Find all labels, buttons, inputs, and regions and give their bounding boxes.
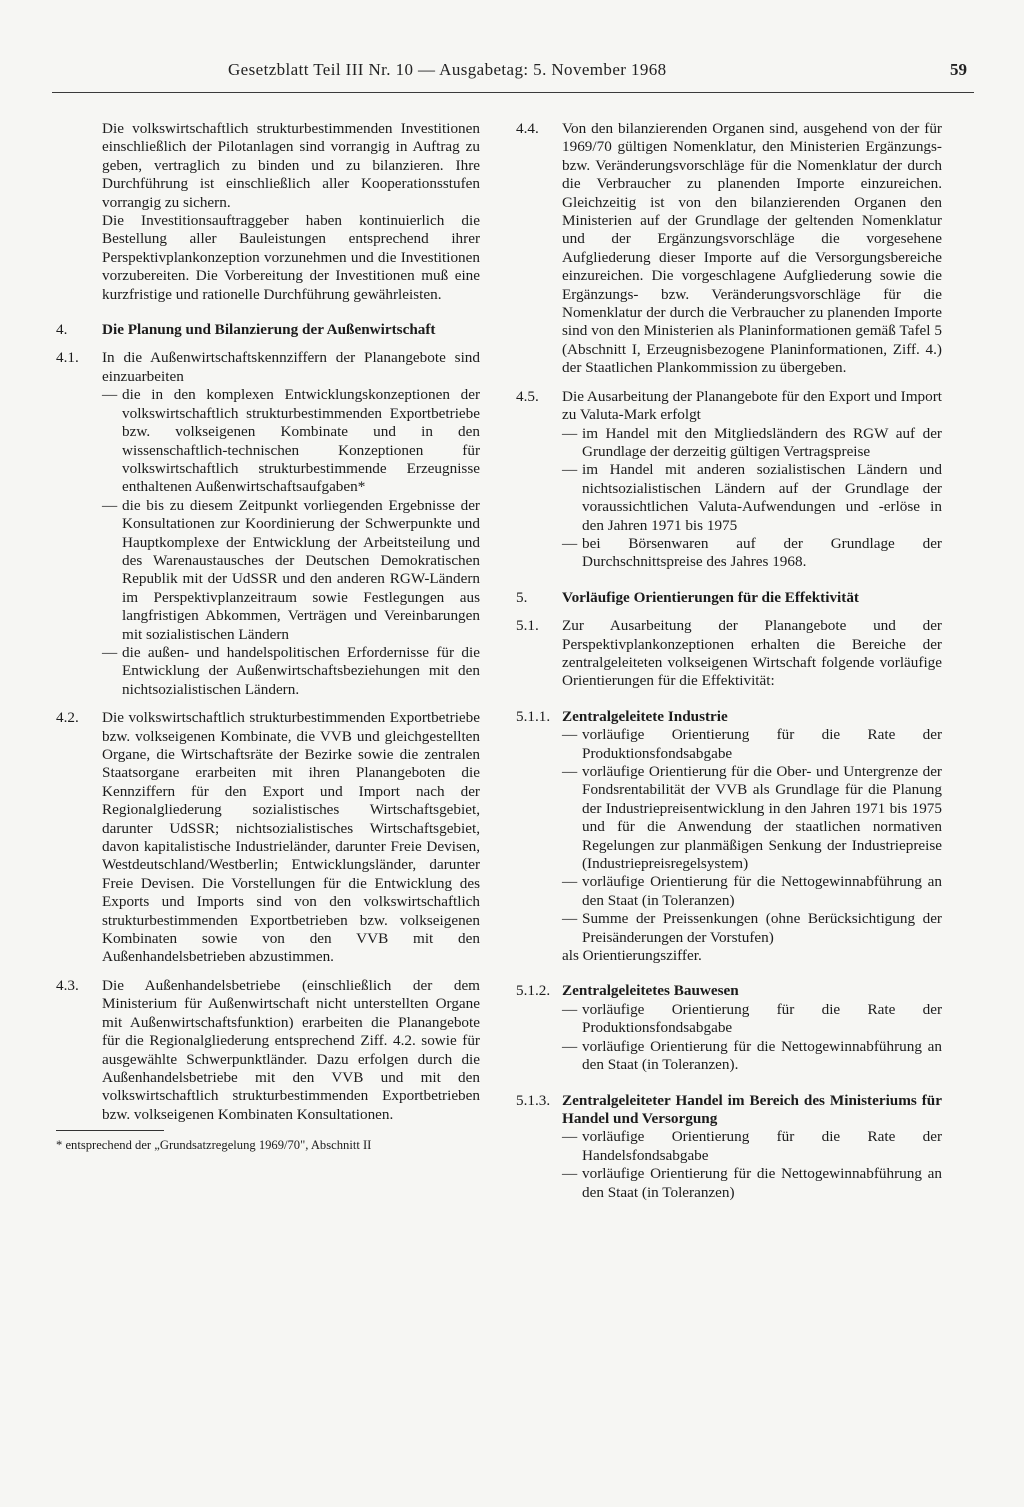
section-number: 4.4. <box>516 120 539 137</box>
paragraph: Die volkswirtschaftlich strukturbestimmenden Investitionen einschließlich der Pilotanlagen sind vorrangig in Auftrag zu geben, vertraglich zu binden und zu bilanzieren. Ihre Durchführung ist einschließlich aller Kooperationsstufen vorrangig zu sichern. <box>102 120 480 211</box>
footnote-rule <box>56 1130 164 1131</box>
list-item <box>562 1165 942 1202</box>
list-item <box>562 461 942 535</box>
section-number: 5.1.2. <box>516 982 551 1000</box>
section-number: 5. <box>516 588 528 606</box>
section-text: Zur Ausarbeitung der Planangebote und der Perspektivplankonzeptionen erhalten die Bereiche der zentralgeleiteten volkseigenen Wirtschaft folgende vorläufige Orientierungen für die Effektivität: <box>562 617 942 690</box>
section-number: 4.2. <box>56 709 79 727</box>
dash-marker: — <box>562 1037 578 1055</box>
list-item-text: vorläufige Orientierung für die Rate der Produktionsfondsabgabe <box>582 726 942 762</box>
list-item <box>102 644 480 699</box>
section-4-5 <box>516 388 942 572</box>
section-text: Die Außenhandelsbetriebe (einschließlich der dem Ministerium für Außenwirtschaft nicht unterstellten Organe mit Außenwirtschaftsfunktion) erarbeiten die Planangebote für die Regionalgliederung entsprechend Ziff. 4.2. sowie für ausgewählte Schwerpunktländer. Dazu erfolgen durch die Außenhandelsbetriebe mit den VVB und mit den volkswirtschaftlich strukturbestimmenden Exportbetrieben bzw. volkseigenen Kombinaten Konsultationen. <box>102 976 480 1123</box>
section-number: 4.3. <box>56 976 79 994</box>
dash-marker: — <box>102 386 118 404</box>
dash-marker: — <box>562 1165 578 1183</box>
dash-marker: — <box>562 726 578 744</box>
list-item-text: vorläufige Orientierung für die Rate der Handelsfondsabgabe <box>582 1128 942 1164</box>
list-item-text: vorläufige Orientierung für die Rate der Produktionsfondsabgabe <box>582 1000 942 1037</box>
list-item <box>102 497 480 644</box>
paragraph: Die Investitionsauftraggeber haben kontinuierlich die Bestellung aller Bauleistungen entsprechend ihrer Perspektivplankonzeption vorzunehmen und die Investitionen vorzubereiten. Die Vorbereitung der Investitionen muß eine kurzfristige und rationelle Durchführung gewährleisten. <box>102 212 480 303</box>
page-number: 59 <box>950 60 967 79</box>
list-item <box>562 1038 942 1075</box>
list-item-text: die außen- und handelspolitischen Erfordernisse für die Entwicklung der Außenwirtschaftsbeziehungen mit den nichtsozialistischen Ländern. <box>122 643 480 698</box>
dash-marker: — <box>562 763 578 780</box>
list-item-text: vorläufige Orientierung für die Nettogewinnabführung an den Staat (in Toleranzen) <box>582 1165 942 1201</box>
section-text: Von den bilanzierenden Organen sind, ausgehend von der für 1969/70 gültigen Nomenklatur, den Ministerien Ergänzungs- bzw. Veränderungsvorschläge für die Nomenklatur der durch die Verbraucher zu planenden Importe einzureichen. Gleichzeitig ist von den bilanzierenden Organen den Ministerien auf der Grundlage der geltenden Nomenklatur und der Ergänzungsvorschläge die vorgesehene Aufgliederung dieser Importe auf die Versorgungsbereiche einzureichen. Die vorgeschlagene Aufgliederung sowie die Ergänzungs- bzw. Veränderungsvorschläge für die Nomenklatur der durch die Verbraucher zu planenden Importe sind von den Ministerien als Planinformationen gemäß Tafel 5 (Abschnitt I, Erzeugnisbezogene Planinformationen, Ziff. 4.) der Staatlichen Plankommission zu übergeben. <box>562 120 942 377</box>
list-item-text: vorläufige Orientierung für die Nettogewinnabführung an den Staat (in Toleranzen) <box>582 873 942 909</box>
section-4-4 <box>516 120 942 378</box>
right-column <box>516 120 942 1202</box>
dash-marker: — <box>562 1128 578 1146</box>
list-item <box>562 535 942 572</box>
dash-marker: — <box>562 424 578 442</box>
section-heading: Zentralgeleitetes Bauwesen <box>562 982 739 1000</box>
section-number: 4. <box>56 321 68 339</box>
section-number: 5.1.1. <box>516 707 551 725</box>
header-rule <box>52 92 974 93</box>
list-item <box>562 910 942 947</box>
section-5-1-1 <box>516 708 942 966</box>
section-4-2 <box>56 709 480 967</box>
list-item-text: im Handel mit anderen sozialistischen Ländern und nichtsozialistischen Ländern auf der Grundlage der voraussichtlichen Valuta-Aufwendungen und -erlöse in den Jahren 1971 bis 1975 <box>582 461 942 534</box>
section-text: Die volkswirtschaftlich strukturbestimmenden Exportbetriebe bzw. volkseigenen Kombinate, die VVB und gleichgestellten Organe, die Wirtschaftsräte der Bezirke sowie die zentralen Staatsorgane erarbeiten mit ihren Planangeboten die Kennziffern für den Export und Import nach der Regionalgliederung sozialistisches Wirtschaftsgebiet, darunter UdSSR; nichtsozialistisches Wirtschaftsgebiet, davon kapitalistische Industrieländer, darunter Freie Devisen, Westdeutschland/Westberlin; Entwicklungsländer, darunter Freie Devisen. Die Vorstellungen für die Entwicklung des Exports und Imports sind von den volkswirtschaftlich strukturbestimmenden Exportbetrieben bzw. volkseigenen Kombinaten sowie von den VVB mit den Außenhandelsbetrieben abzustimmen. <box>102 709 480 966</box>
list-item <box>562 425 942 462</box>
list-item <box>102 386 480 496</box>
section-number: 5.1.3. <box>516 1091 551 1109</box>
section-number: 4.1. <box>56 349 79 367</box>
section-heading: Zentralgeleitete Industrie <box>562 707 728 725</box>
section-number: 4.5. <box>516 387 539 405</box>
section-4-3 <box>56 977 480 1124</box>
dash-marker: — <box>562 534 578 552</box>
list-item <box>562 726 942 763</box>
dash-marker: — <box>562 910 578 928</box>
section-5-1-3 <box>516 1092 942 1202</box>
section-intro: Die Ausarbeitung der Planangebote für den Export und Import zu Valuta-Mark erfolgt <box>562 387 942 424</box>
list-item-text: die in den komplexen Entwicklungskonzeptionen der volkswirtschaftlich strukturbestimmenden Exportbetriebe bzw. volkseigenen Kombinate und in den wissenschaftlich-technischen Konzeptionen für volkswirtschaftlich strukturbestimmende Erzeugnisse enthaltenen Außenwirtschaftsaufgaben* <box>122 386 480 496</box>
section-5-1 <box>516 617 942 691</box>
list-item-text: im Handel mit den Mitgliedsländern des RGW auf der Grundlage der derzeitig gültigen Vertragspreise <box>582 424 942 460</box>
section-heading: Zentralgeleiteter Handel im Bereich des Ministeriums für Handel und Versorgung <box>562 1091 942 1127</box>
list-item-text: Summe der Preissenkungen (ohne Berücksichtigung der Preisänderungen der Vorstufen) <box>582 910 942 946</box>
dash-marker: — <box>102 643 118 661</box>
dash-marker: — <box>562 873 578 891</box>
list-item <box>562 873 942 910</box>
section-closing-text: als Orientierungsziffer. <box>562 947 702 965</box>
section-heading: Vorläufige Orientierungen für die Effektivität <box>562 588 859 606</box>
list-item-text: vorläufige Orientierung für die Ober- und Untergrenze der Fondsrentabilität der VVB als Grundlage für die Planung der Industriepreisentwicklung in den Jahren 1971 bis 1975 und für die Anwendung der staatlichen normativen Regelungen zur planmäßigen Senkung der Industriepreise (Industriepreisregelsystem) <box>582 763 942 873</box>
section-5 <box>516 589 942 607</box>
section-heading: Die Planung und Bilanzierung der Außenwirtschaft <box>102 321 436 339</box>
list-item <box>562 1001 942 1038</box>
section-4-1 <box>56 349 480 699</box>
footnote: * entsprechend der „Grundsatzregelung 1969/70", Abschnitt II <box>56 1138 372 1153</box>
list-item-text: vorläufige Orientierung für die Nettogewinnabführung an den Staat (in Toleranzen). <box>582 1037 942 1074</box>
section-intro: In die Außenwirtschaftskennziffern der Planangebote sind einzuarbeiten <box>102 349 480 385</box>
dash-marker: — <box>102 496 118 514</box>
running-header: Gesetzblatt Teil III Nr. 10 — Ausgabetag: 5. November 1968 <box>228 60 667 79</box>
section-5-1-2 <box>516 982 942 1074</box>
dash-marker: — <box>562 461 578 479</box>
left-column <box>56 120 480 1153</box>
section-number: 5.1. <box>516 617 539 635</box>
list-item-text: bei Börsenwaren auf der Grundlage der Durchschnittspreise des Jahres 1968. <box>582 534 942 571</box>
dash-marker: — <box>562 1000 578 1018</box>
list-item <box>562 1128 942 1165</box>
section-4 <box>56 321 480 339</box>
list-item-text: die bis zu diesem Zeitpunkt vorliegenden Ergebnisse der Konsultationen zur Koordinierung der Schwerpunkte und Hauptkomplexe der Entwicklung der Arbeitsteilung und des Warenaustausches der Deutschen Demokratischen Republik mit der UdSSR und den anderen RGW-Ländern im Perspektivplanzeitraum sowie Festlegungen aus langfristigen Abkommen, Verträgen und Vereinbarungen mit sozialistischen Ländern <box>122 496 480 643</box>
list-item <box>562 763 942 873</box>
